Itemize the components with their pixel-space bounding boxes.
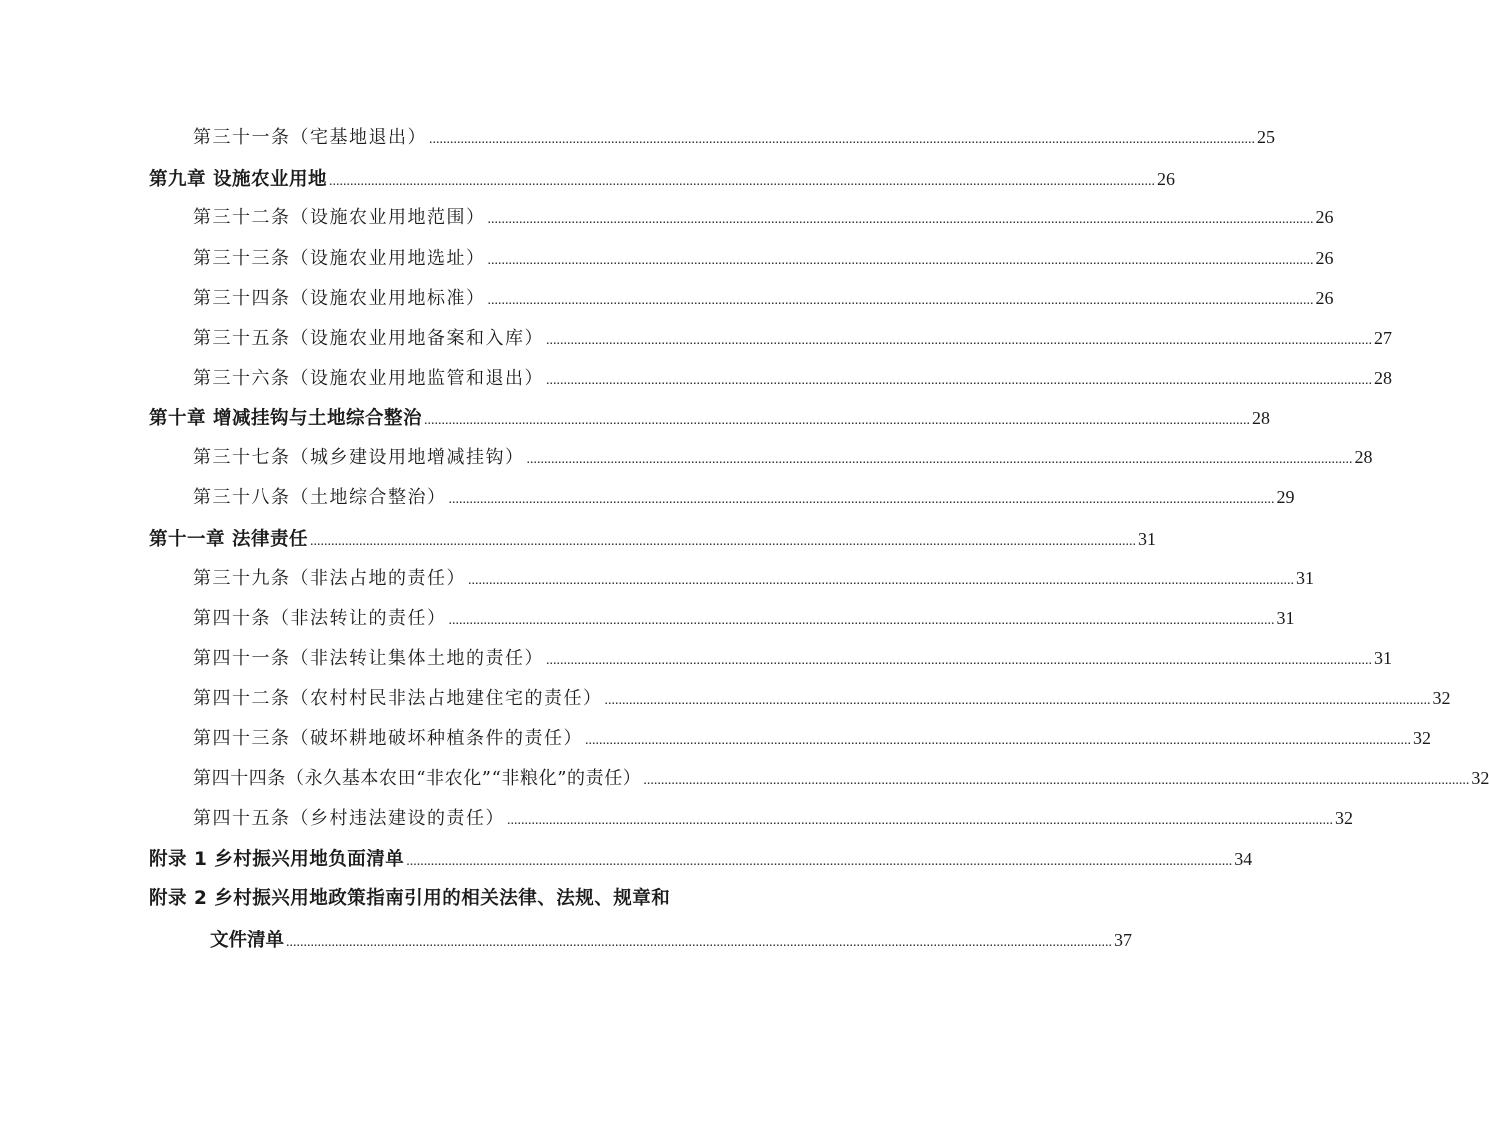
toc-page-number: 31 (1137, 529, 1156, 549)
dot-leader (310, 527, 1136, 557)
dot-leader (406, 847, 1232, 877)
toc-entry-label: 附录 1 乡村振兴用地负面清单 (149, 849, 405, 870)
toc-entry-article-31[interactable] (193, 122, 1275, 152)
dot-leader (449, 485, 1275, 515)
toc-entry-appendix-1[interactable] (149, 844, 1253, 874)
toc-entry-article-37[interactable] (193, 442, 1373, 472)
toc-page-number: 32 (1413, 728, 1431, 748)
toc-entry-label: 第四十条（非法转让的责任） (193, 608, 447, 629)
toc-entry-label: 附录 2 乡村振兴用地政策指南引用的相关法律、法规、规章和 (149, 888, 671, 909)
toc-entry-label: 第四十三条（破坏耕地破坏种植条件的责任） (193, 728, 583, 749)
toc-entry-article-41[interactable] (193, 643, 1392, 673)
dot-leader (488, 205, 1314, 235)
toc-entry-label: 第十章 增减挂钩与土地综合整治 (149, 408, 422, 429)
toc-entry-chapter-9[interactable] (149, 164, 1175, 194)
dot-leader (546, 326, 1372, 356)
toc-page-number: 26 (1156, 169, 1175, 189)
toc-entry-article-35[interactable] (193, 323, 1392, 353)
toc-page-number: 31 (1276, 608, 1295, 628)
toc-entry-article-43[interactable] (193, 723, 1431, 753)
toc-page-number: 28 (1354, 447, 1373, 467)
dot-leader (546, 646, 1372, 676)
toc-entry-article-38[interactable] (193, 482, 1295, 512)
dot-leader (329, 167, 1155, 197)
dot-leader (546, 366, 1372, 396)
toc-page-number: 28 (1374, 368, 1392, 388)
dot-leader (429, 125, 1255, 155)
toc-entry-label: 第三十六条（设施农业用地监管和退出） (193, 368, 544, 389)
toc-entry-label: 第三十七条（城乡建设用地增减挂钩） (193, 447, 525, 468)
toc-page-number: 32 (1471, 768, 1489, 788)
dot-leader (507, 806, 1333, 836)
toc-page-number: 34 (1234, 849, 1253, 869)
toc-entry-article-44[interactable] (193, 763, 1489, 793)
toc-entry-label: 第三十一条（宅基地退出） (193, 127, 427, 148)
toc-page-number: 26 (1315, 288, 1334, 308)
toc-entry-label: 第四十五条（乡村违法建设的责任） (193, 808, 505, 829)
toc-entry-article-34[interactable] (193, 283, 1334, 313)
toc-entry-label: 第三十三条（设施农业用地选址） (193, 248, 486, 269)
dot-leader (488, 246, 1314, 276)
toc-entry-article-32[interactable] (193, 202, 1334, 232)
dot-leader (605, 686, 1431, 716)
toc-entry-article-42[interactable] (193, 683, 1451, 713)
toc-entry-label: 第四十一条（非法转让集体土地的责任） (193, 648, 544, 669)
toc-entry-article-39[interactable] (193, 563, 1314, 593)
toc-entry-article-40[interactable] (193, 603, 1295, 633)
toc-entry-label: 第九章 设施农业用地 (149, 169, 327, 190)
dot-leader (527, 445, 1353, 475)
toc-entry-article-45[interactable] (193, 803, 1353, 833)
toc-entry-label: 文件清单 (210, 930, 285, 951)
dot-leader (585, 726, 1411, 756)
toc-entry-label: 第三十四条（设施农业用地标准） (193, 288, 486, 309)
dot-leader (643, 766, 1469, 796)
toc-page-number: 32 (1432, 688, 1451, 708)
toc-entry-label: 第十一章 法律责任 (149, 529, 308, 550)
toc-entry-chapter-11[interactable] (149, 524, 1156, 554)
toc-page-number: 31 (1296, 568, 1314, 588)
dot-leader (468, 566, 1294, 596)
toc-page-number: 32 (1335, 808, 1353, 828)
toc-entry-appendix-2-line-2[interactable] (210, 925, 1133, 955)
toc-entry-article-33[interactable] (193, 243, 1334, 273)
toc-entry-article-36[interactable] (193, 363, 1392, 393)
toc-entry-label: 第三十五条（设施农业用地备案和入库） (193, 328, 544, 349)
dot-leader (424, 406, 1250, 436)
dot-leader (488, 286, 1314, 316)
toc-entry-chapter-10[interactable] (149, 403, 1270, 433)
toc-page-number: 26 (1315, 207, 1334, 227)
dot-leader (449, 606, 1275, 636)
toc-page-number: 27 (1374, 328, 1392, 348)
toc-page-number: 29 (1276, 487, 1295, 507)
toc-page-number: 37 (1114, 930, 1133, 950)
toc-page-number: 26 (1315, 248, 1334, 268)
toc-entry-label: 第四十四条（永久基本农田“非农化”“非粮化”的责任） (193, 768, 642, 789)
toc-entry-label: 第三十二条（设施农业用地范围） (193, 207, 486, 228)
toc-entry-label: 第四十二条（农村村民非法占地建住宅的责任） (193, 688, 603, 709)
toc-entry-appendix-2-line-1[interactable] (149, 884, 670, 914)
toc-page-number: 25 (1257, 127, 1275, 147)
toc-entry-label: 第三十八条（土地综合整治） (193, 487, 447, 508)
toc-page-number: 28 (1251, 408, 1270, 428)
toc-page-number: 31 (1374, 648, 1392, 668)
toc-entry-label: 第三十九条（非法占地的责任） (193, 568, 466, 589)
dot-leader (286, 928, 1112, 958)
